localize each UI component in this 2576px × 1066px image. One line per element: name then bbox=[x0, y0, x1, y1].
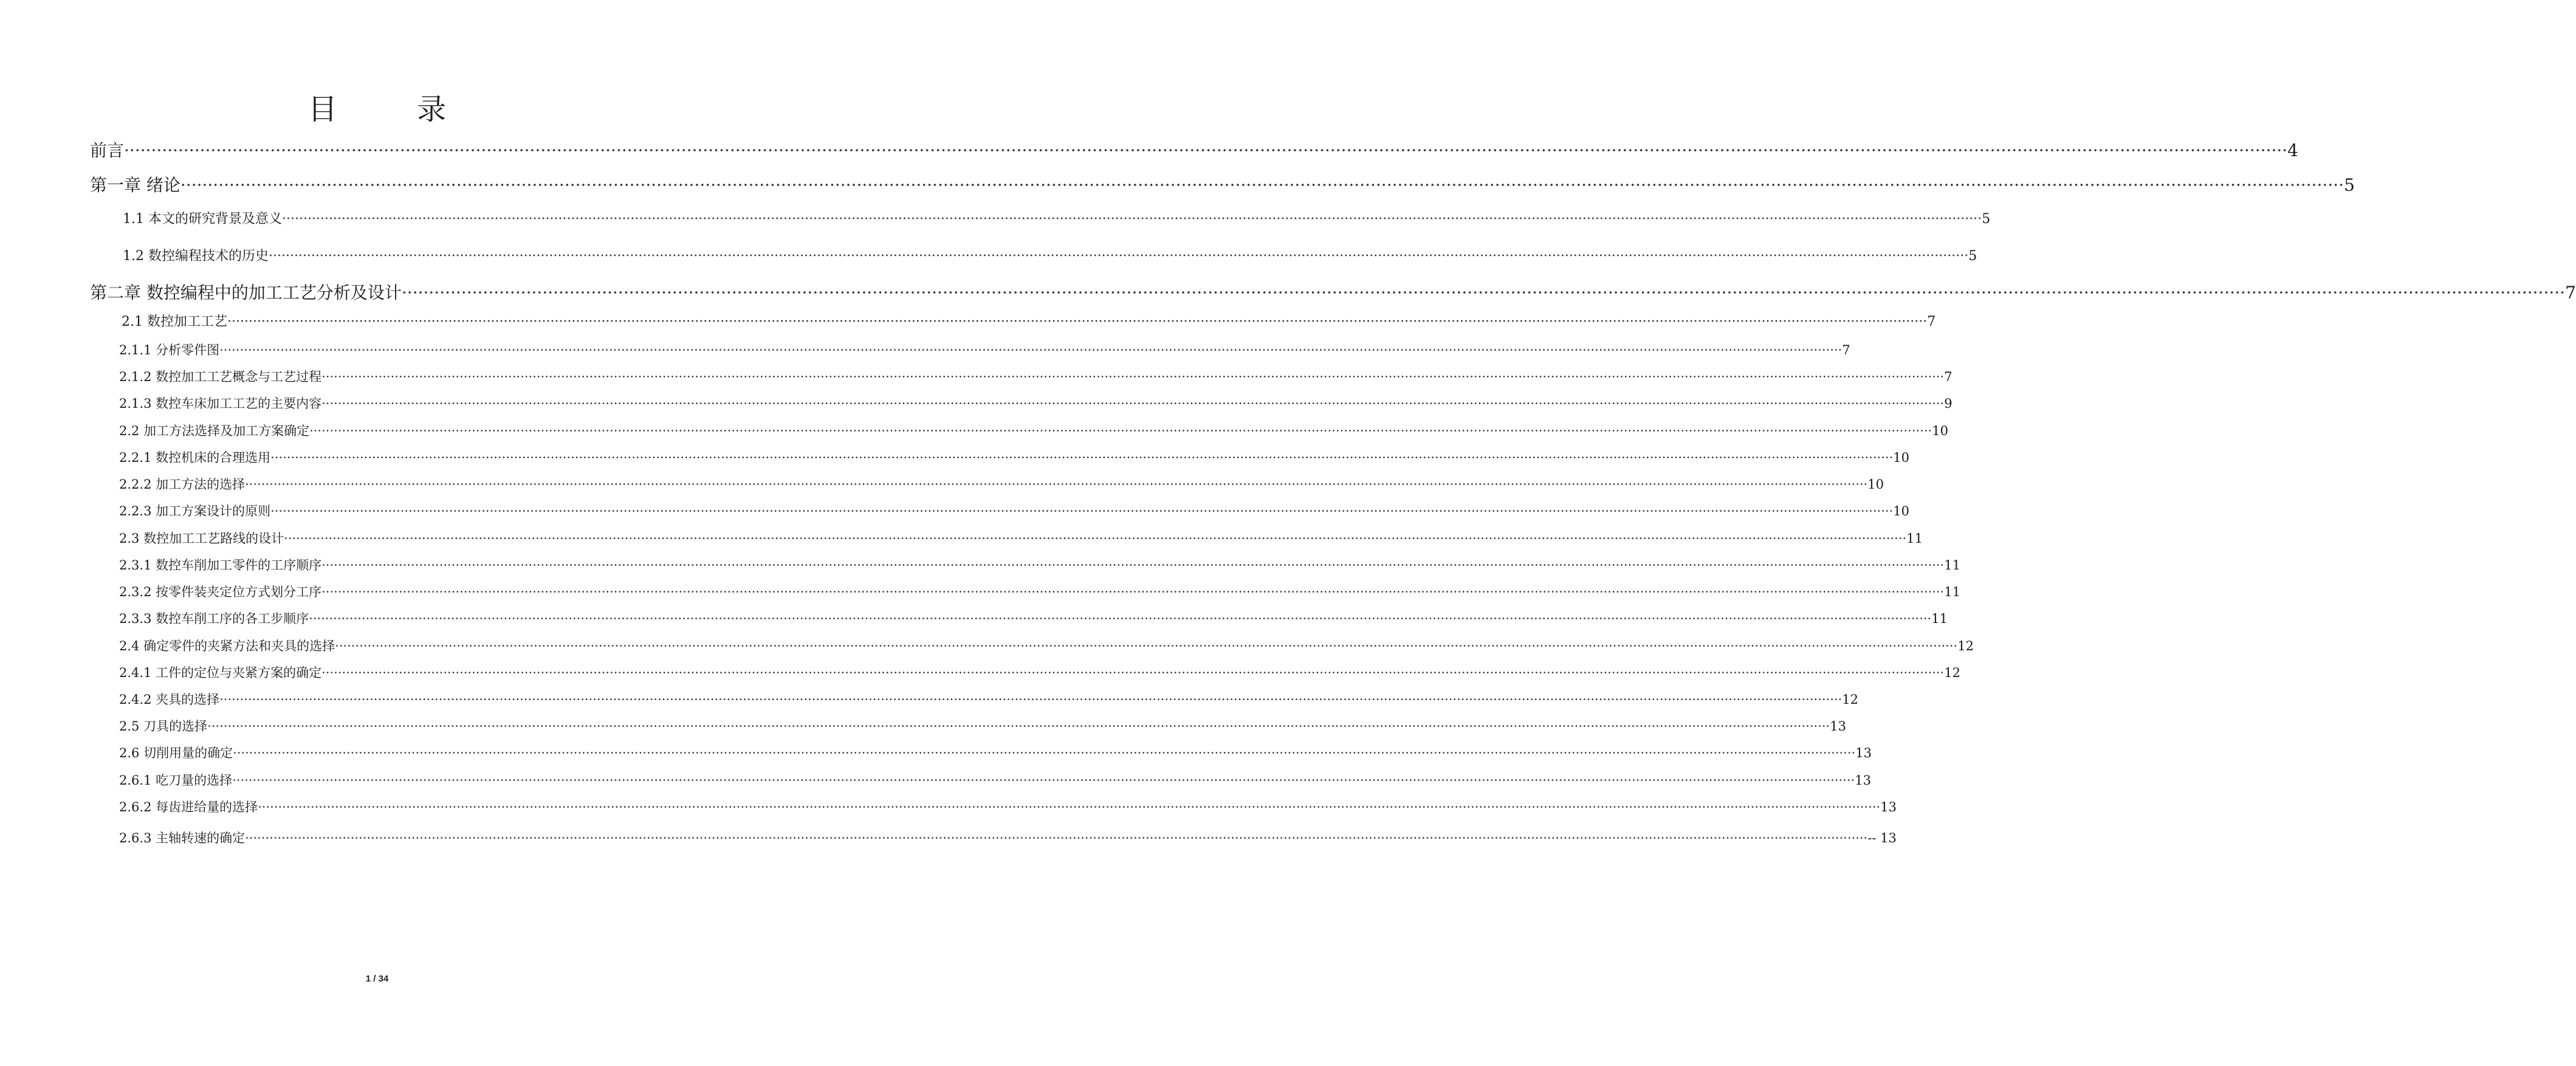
toc-leader-dots: ················································································································································································································································································································································································································ bbox=[281, 211, 1982, 227]
toc-entry-page: 7 bbox=[2565, 283, 2576, 303]
page-title: 目 录 bbox=[307, 92, 482, 126]
toc-entry[interactable] bbox=[123, 247, 1977, 266]
toc-entry-label: 2.6 切削用量的确定 bbox=[119, 746, 233, 760]
toc-entry[interactable] bbox=[119, 394, 1953, 413]
toc-entry-label: 2.1.1 分析零件图 bbox=[119, 343, 220, 357]
toc-entry[interactable] bbox=[90, 173, 2355, 198]
toc-leader-dots: ················································································································································································································································································································································································································ bbox=[245, 831, 1868, 845]
toc-leader-dots: ················································································································································································································································································································································································································ bbox=[321, 370, 1945, 384]
toc-entry-label: 2.6.1 吃刀量的选择 bbox=[119, 773, 233, 788]
toc-entry-label: 1.2 数控编程技术的历史 bbox=[123, 249, 269, 264]
toc-entry-page: 13 bbox=[1855, 746, 1872, 760]
toc-entry-page: 12 bbox=[1957, 639, 1974, 653]
toc-entry-label: 2.1 数控加工工艺 bbox=[122, 314, 227, 329]
toc-leader-dots: ················································································································································································································································································································································································································ bbox=[309, 611, 1932, 626]
toc-leader-dots: ················································································································································································································································································································································································································ bbox=[335, 639, 1958, 653]
toc-entry[interactable] bbox=[90, 281, 2576, 305]
toc-entry-label: 2.3.2 按零件装夹定位方式划分工序 bbox=[119, 585, 322, 599]
toc-entry-label: 2.3.1 数控车削加工零件的工序顺序 bbox=[119, 558, 322, 573]
toc-entry[interactable] bbox=[119, 341, 1850, 359]
toc-entry-label: 2.5 刀具的选择 bbox=[119, 719, 208, 734]
toc-entry-page: 7 bbox=[1927, 314, 1936, 329]
toc-leader-dots: ················································································································································································································································································································································································································ bbox=[245, 477, 1868, 492]
toc-entry[interactable] bbox=[122, 312, 1936, 332]
page-number: 1 / 34 bbox=[365, 974, 389, 984]
toc-entry[interactable] bbox=[119, 422, 1948, 440]
toc-entry-page: 10 bbox=[1893, 504, 1909, 518]
toc-entry[interactable] bbox=[119, 771, 1871, 789]
toc-entry[interactable] bbox=[119, 502, 1909, 520]
toc-entry-page: 13 bbox=[1855, 773, 1871, 788]
toc-entry[interactable] bbox=[119, 610, 1948, 628]
toc-entry[interactable] bbox=[119, 829, 1897, 847]
toc-entry[interactable] bbox=[119, 556, 1960, 574]
toc-leader-dots: ················································································································································································································································································································································································································ bbox=[321, 396, 1945, 411]
toc-entry-page: 13 bbox=[1830, 719, 1846, 734]
toc-entry[interactable] bbox=[119, 368, 1953, 386]
toc-entry[interactable] bbox=[123, 210, 1991, 229]
toc-entry-page: 5 bbox=[1968, 249, 1977, 264]
toc-entry-label: 2.2.2 加工方法的选择 bbox=[119, 477, 246, 492]
toc-leader-dots: ················································································································································································································································································································································································································ bbox=[268, 249, 1969, 264]
toc-entry[interactable] bbox=[119, 449, 1909, 467]
toc-leader-dots: ················································································································································································································································································································································································································ bbox=[321, 665, 1945, 680]
toc-entry-page: 11 bbox=[1944, 558, 1960, 573]
toc-entry[interactable] bbox=[119, 717, 1846, 735]
toc-entry-label: 2.2.1 数控机床的合理选用 bbox=[119, 450, 271, 465]
toc-entry-page: 7 bbox=[1944, 370, 1953, 384]
toc-leader-dots: ················································································································································································································································································································································································································ bbox=[270, 450, 1894, 465]
toc-leader-dots: ················································································································································································································································································································································································································ bbox=[309, 424, 1932, 438]
toc-entry-label: 前言 bbox=[90, 140, 125, 160]
toc-leader-dots: ················································································································································································································································································································································································································ bbox=[233, 746, 1856, 760]
toc-entry-page: 5 bbox=[2344, 175, 2355, 195]
toc-entry-page: 13 bbox=[1880, 800, 1897, 814]
toc-entry-label: 2.1.2 数控加工工艺概念与工艺过程 bbox=[119, 370, 322, 384]
toc-entry-page: 9 bbox=[1944, 396, 1953, 411]
toc-entry-label: 2.6.2 每齿进给量的选择 bbox=[119, 800, 258, 814]
toc-entry[interactable] bbox=[119, 529, 1923, 548]
toc-entry-label: 1.1 本文的研究背景及意义 bbox=[123, 211, 282, 227]
toc-entry-label: 2.4.2 夹具的选择 bbox=[119, 692, 220, 707]
toc-leader-dots: ················································································································································································································································································································································································································ bbox=[180, 175, 2344, 195]
toc-entry-label: 2.3.3 数控车削工序的各工步顺序 bbox=[119, 611, 309, 626]
toc-entry[interactable] bbox=[119, 583, 1960, 601]
toc-leader-dots: ················································································································································································································································································································································································································ bbox=[270, 504, 1894, 518]
toc-entry[interactable] bbox=[119, 744, 1872, 762]
toc-entry-page: 10 bbox=[1867, 477, 1884, 492]
toc-leader-dots: ················································································································································································································································································································································································································ bbox=[321, 585, 1945, 599]
toc-entry-page: 4 bbox=[2287, 140, 2298, 160]
toc-entry-page: -- 13 bbox=[1867, 831, 1897, 845]
toc-entry[interactable] bbox=[119, 475, 1884, 493]
toc-entry-page: 5 bbox=[1982, 211, 1991, 227]
toc-entry-label: 第一章 绪论 bbox=[90, 175, 180, 195]
toc-leader-dots: ················································································································································································································································································································································································································ bbox=[258, 800, 1881, 814]
toc-entry-page: 11 bbox=[1906, 531, 1923, 546]
toc-leader-dots: ················································································································································································································································································································································································································ bbox=[207, 719, 1830, 734]
toc-leader-dots: ················································································································································································································································································································································································································ bbox=[401, 283, 2566, 303]
toc-leader-dots: ················································································································································································································································································································································································································ bbox=[232, 773, 1855, 788]
toc-entry[interactable] bbox=[119, 664, 1960, 682]
toc-entry-label: 2.4 确定零件的夹紧方法和夹具的选择 bbox=[119, 639, 335, 653]
toc-entry[interactable] bbox=[119, 690, 1858, 709]
toc-leader-dots: ················································································································································································································································································································································································································ bbox=[284, 531, 1907, 546]
toc-leader-dots: ················································································································································································································································································································································································································ bbox=[219, 343, 1843, 357]
toc-entry-label: 第二章 数控编程中的加工工艺分析及设计 bbox=[90, 283, 402, 303]
toc-entry[interactable] bbox=[90, 139, 2298, 163]
toc-entry-page: 11 bbox=[1931, 611, 1948, 626]
toc-entry-label: 2.2.3 加工方案设计的原则 bbox=[119, 504, 271, 518]
toc-entry[interactable] bbox=[119, 798, 1897, 816]
toc-leader-dots: ················································································································································································································································································································································································································ bbox=[227, 314, 1928, 329]
toc-leader-dots: ················································································································································································································································································································································································································ bbox=[321, 558, 1945, 573]
toc-entry-page: 10 bbox=[1932, 424, 1948, 438]
toc-leader-dots: ················································································································································································································································································································································································································ bbox=[219, 692, 1843, 707]
toc-entry-label: 2.4.1 工件的定位与夹紧方案的确定 bbox=[119, 665, 322, 680]
toc-entry-label: 2.1.3 数控车床加工工艺的主要内容 bbox=[119, 396, 322, 411]
toc-entry-label: 2.3 数控加工工艺路线的设计 bbox=[119, 531, 284, 546]
toc-entry-page: 11 bbox=[1944, 585, 1960, 599]
toc-entry-page: 10 bbox=[1893, 450, 1909, 465]
toc-entry-page: 12 bbox=[1944, 665, 1960, 680]
toc-entry-page: 12 bbox=[1842, 692, 1858, 707]
toc-leader-dots: ················································································································································································································································································································································································································ bbox=[124, 140, 2288, 160]
toc-entry-label: 2.2 加工方法选择及加工方案确定 bbox=[119, 424, 310, 438]
toc-entry[interactable] bbox=[119, 637, 1974, 655]
toc-entry-label: 2.6.3 主轴转速的确定 bbox=[119, 831, 246, 845]
toc-entry-page: 7 bbox=[1842, 343, 1850, 357]
